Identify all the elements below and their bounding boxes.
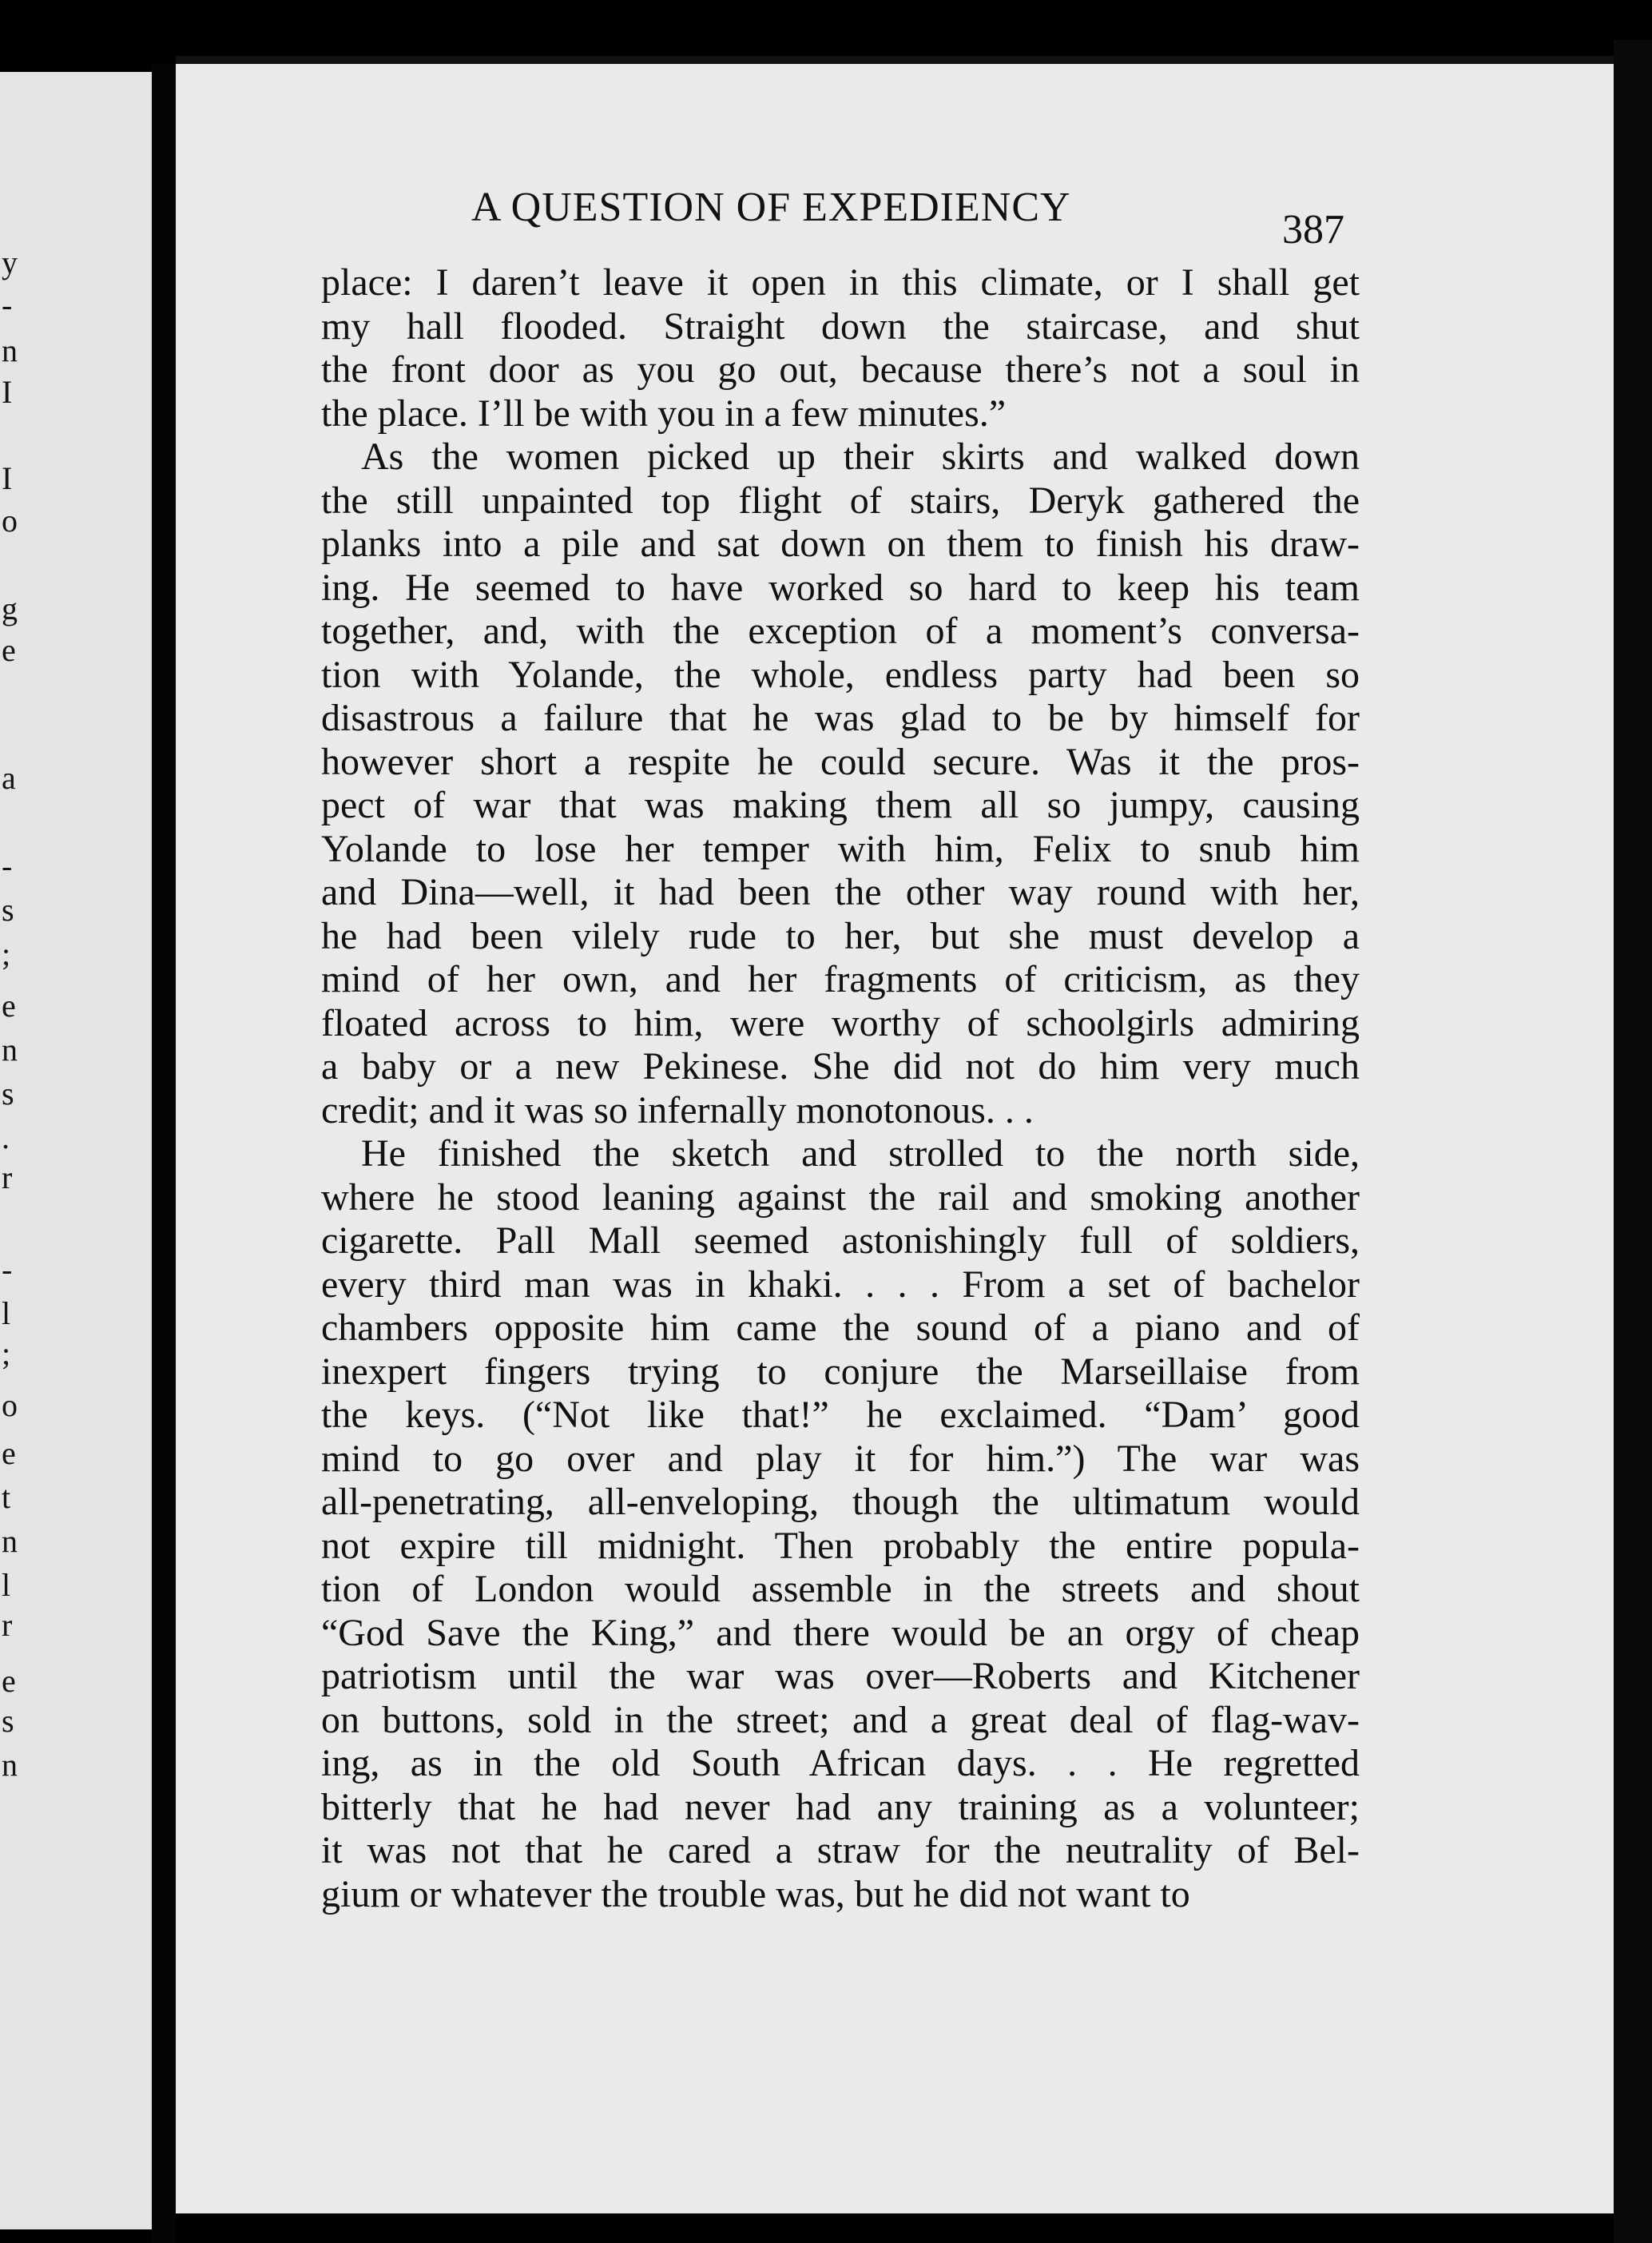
text-line: chambers opposite him came the sound of a piano and of <box>321 1306 1360 1349</box>
facing-page-letter: r <box>2 1159 13 1195</box>
text-line: the place. I’ll be with you in a few minutes.” <box>321 392 1007 435</box>
text-line: cigarette. Pall Mall seemed astonishingly full of soldiers, <box>321 1219 1360 1262</box>
facing-page-letter: I <box>2 374 13 410</box>
facing-page-letter: e <box>2 632 16 668</box>
facing-page-letter: - <box>2 287 13 323</box>
text-line: and Dina—well, it had been the other way round with her, <box>321 871 1360 913</box>
facing-page-letter: s <box>2 892 14 928</box>
facing-page-letter: a <box>2 760 16 796</box>
text-line: disastrous a failure that he was glad to be by himself for <box>321 697 1360 739</box>
facing-page-letter: . <box>2 1120 10 1155</box>
facing-page-letter: - <box>2 1251 13 1287</box>
facing-page-letter: I <box>2 460 13 496</box>
text-line: tion of London would assemble in the streets and shout <box>321 1568 1360 1610</box>
text-line: the still unpainted top flight of stairs, Deryk gathered the <box>321 479 1360 522</box>
text-line: Yolande to lose her temper with him, Felix to snub him <box>321 827 1360 870</box>
facing-page-letter: e <box>2 1663 16 1699</box>
facing-page-letter: o <box>2 503 18 539</box>
facing-page-letter: l <box>2 1567 11 1603</box>
facing-page-letter: n <box>2 1032 18 1068</box>
facing-page-letter: l <box>2 1295 11 1331</box>
text-line: floated across to him, were worthy of schoolgirls admiring <box>321 1001 1360 1044</box>
facing-page-edge <box>0 72 152 2229</box>
book-gutter <box>152 64 176 2243</box>
facing-page-letter: ; <box>2 1335 11 1371</box>
running-head: A QUESTION OF EXPEDIENCY <box>471 185 1071 230</box>
text-line: not expire till midnight. Then probably the entire popula- <box>321 1524 1360 1567</box>
facing-page-letter: n <box>2 1523 18 1559</box>
text-line: planks into a pile and sat down on them to finish his draw- <box>321 523 1360 565</box>
page-edge-shadow <box>1614 40 1652 2243</box>
text-line: gium or whatever the trouble was, but he did not want to <box>321 1872 1190 1915</box>
text-line: the keys. (“Not like that!” he exclaimed. “Dam’ good <box>321 1394 1360 1436</box>
body-text <box>321 261 1360 1916</box>
text-line: it was not that he cared a straw for the neutrality of Bel- <box>321 1829 1360 1871</box>
page-number: 387 <box>1282 207 1344 253</box>
facing-page-letter: - <box>2 848 13 884</box>
text-line: however short a respite he could secure. Was it the pros- <box>321 740 1360 783</box>
text-line: tion with Yolande, the whole, endless party had been so <box>321 653 1360 696</box>
text-line: inexpert fingers trying to conjure the Marseillaise from <box>321 1350 1360 1393</box>
facing-page-letter: e <box>2 1435 16 1471</box>
facing-page-letter: e <box>2 988 16 1024</box>
text-line: He finished the sketch and strolled to the north side, <box>361 1132 1360 1175</box>
text-line: place: I daren’t leave it open in this climate, or I shall get <box>321 261 1360 304</box>
text-line: ing. He seemed to have worked so hard to keep his team <box>321 566 1360 609</box>
text-line: As the women picked up their skirts and walked down <box>361 435 1360 478</box>
text-line: patriotism until the war was over—Roberts and Kitchener <box>321 1655 1360 1697</box>
facing-page-letter: n <box>2 1747 18 1783</box>
text-line: every third man was in khaki. . . . From a set of bachelor <box>321 1263 1360 1306</box>
facing-page-text-fragments <box>0 72 24 2229</box>
text-line: the front door as you go out, because there’s not a soul in <box>321 348 1360 391</box>
text-line: a baby or a new Pekinese. She did not do him very much <box>321 1045 1360 1088</box>
text-line: my hall flooded. Straight down the staircase, and shut <box>321 304 1360 348</box>
facing-page-letter: s <box>2 1703 14 1739</box>
text-line: on buttons, sold in the street; and a great deal of flag-wav- <box>321 1698 1360 1741</box>
text-line: ing, as in the old South African days. . . He regretted <box>321 1742 1360 1784</box>
facing-page-letter: r <box>2 1607 13 1643</box>
facing-page-letter: n <box>2 332 18 368</box>
facing-page-letter: o <box>2 1387 18 1423</box>
text-line: together, and, with the exception of a moment’s conversa- <box>321 610 1360 652</box>
text-line: where he stood leaning against the rail and smoking another <box>321 1175 1360 1219</box>
text-line: mind to go over and play it for him.”) The war was <box>321 1437 1360 1480</box>
facing-page-letter: y <box>2 245 18 280</box>
text-line: bitterly that he had never had any training as a volunteer; <box>321 1785 1360 1828</box>
text-line: “God Save the King,” and there would be an orgy of cheap <box>321 1611 1360 1654</box>
facing-page-letter: g <box>2 591 18 626</box>
facing-page-letter: t <box>2 1479 11 1515</box>
facing-page-letter: s <box>2 1076 14 1112</box>
facing-page-letter: ; <box>2 936 11 972</box>
text-line: mind of her own, and her fragments of criticism, as they <box>321 958 1360 1000</box>
text-line: all-penetrating, all-enveloping, though the ultimatum would <box>321 1481 1360 1523</box>
text-line: credit; and it was so infernally monotonous. . . <box>321 1088 1034 1131</box>
text-line: pect of war that was making them all so jumpy, causing <box>321 784 1360 826</box>
text-line: he had been vilely rude to her, but she must develop a <box>321 914 1360 957</box>
